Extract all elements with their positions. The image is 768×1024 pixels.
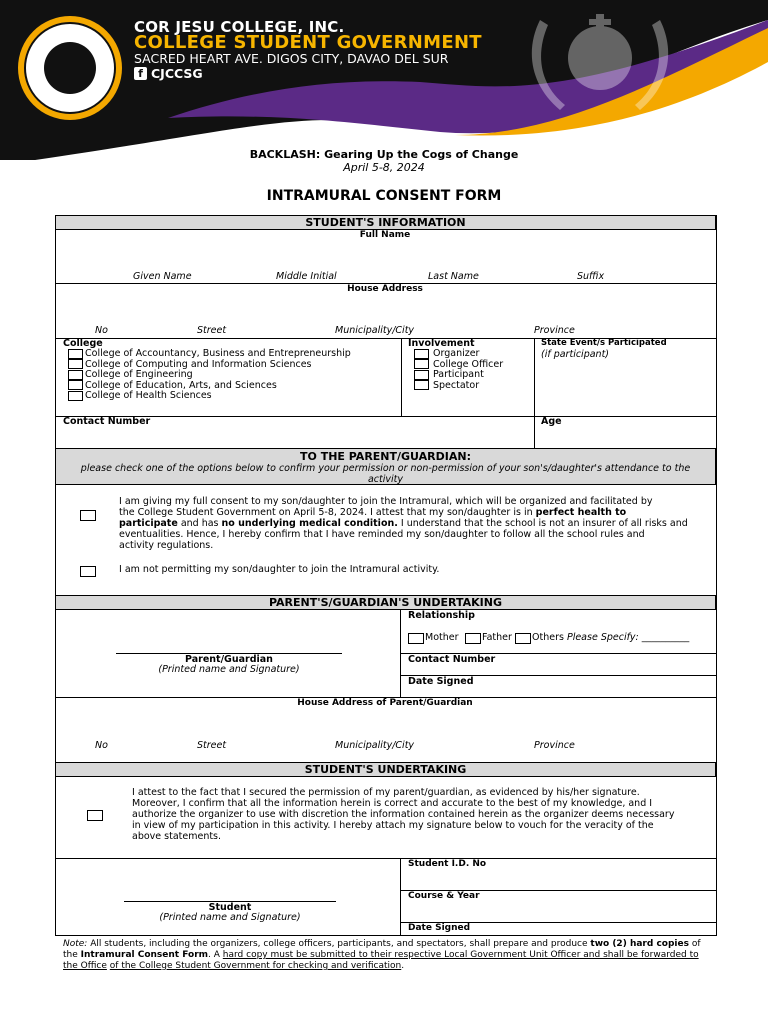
involvement-label: Involvement (408, 338, 475, 349)
suffix-label: Suffix (577, 271, 605, 282)
college-label: College (63, 338, 103, 349)
attest-line: I attest to the fact that I secured the permission of my parent/guardian, as evidenced by his/her signature. (132, 787, 640, 798)
relationship-checkbox-mother[interactable] (408, 633, 424, 644)
form-title: INTRAMURAL CONSENT FORM (266, 188, 502, 204)
institution-name: COR JESU COLLEGE, INC. (134, 18, 345, 36)
facebook-icon: f (134, 67, 147, 80)
address-province-label: Province (534, 325, 575, 336)
involvement-checkbox[interactable] (414, 349, 429, 359)
state-events-note: (if participant) (541, 349, 609, 360)
college-seal (18, 16, 122, 120)
attest-line: in view of my participation in this activity. I hereby attach my signature below to vouch for the veracity of the (132, 820, 654, 831)
student-signature-label: Student (208, 902, 252, 913)
student-attest-statement (132, 787, 712, 842)
divider (401, 338, 402, 416)
consent-text: I understand that the school is not an insurer of all risks and (400, 518, 688, 529)
college-option: College of Health Sciences (85, 390, 212, 401)
divider (400, 858, 401, 936)
note-text: All students, including the organizers, college officers, participants, and spectators, shall prepare and produce (90, 939, 588, 949)
contact-number-label: Contact Number (63, 416, 151, 427)
parent-address-no: No (95, 740, 108, 751)
parent-signature-label: Parent/Guardian (185, 654, 273, 665)
divider (55, 858, 716, 859)
parent-date-label: Date Signed (408, 676, 474, 687)
involvement-checkbox[interactable] (414, 359, 429, 369)
parent-undertaking-header: PARENT'S/GUARDIAN'S UNDERTAKING (55, 595, 716, 610)
consent-checkbox[interactable] (80, 510, 96, 521)
student-attest-checkbox[interactable] (87, 810, 103, 821)
college-option: College of Education, Arts, and Sciences (85, 380, 277, 391)
attest-line: authorize the organizer to use with discretion the information contained herein as the organizer deems necessary (132, 809, 675, 820)
student-date-label: Date Signed (408, 923, 471, 933)
relationship-others (532, 632, 689, 643)
event-date: April 5-8, 2024 (343, 161, 425, 174)
college-option: College of Computing and Information Sciences (85, 359, 312, 370)
header-banner (0, 0, 768, 160)
note-bold: Intramural Consent Form (80, 950, 209, 960)
consent-bold: perfect health to (535, 507, 627, 518)
parent-address-label: House Address of Parent/Guardian (297, 698, 473, 708)
college-option: College of Engineering (85, 369, 193, 380)
college-checkbox[interactable] (68, 380, 83, 390)
relationship-others-label: Others (532, 632, 564, 643)
involvement-option: Spectator (433, 380, 480, 391)
parent-guardian-header (55, 448, 716, 485)
student-undertaking-header: STUDENT'S UNDERTAKING (55, 762, 716, 777)
parent-signature-note: (Printed name and Signature) (158, 664, 300, 675)
note-text: . (401, 961, 405, 971)
consent-line: I am giving my full consent to my son/daughter to join the Intramural, which will be organized and facilitated by (119, 496, 653, 507)
attest-line: above statements. (132, 831, 222, 842)
course-year-label: Course & Year (408, 891, 480, 901)
involvement-option: Participant (433, 369, 484, 380)
state-events-label: State Event/s Participated (541, 338, 667, 348)
note-underline: of the College Student Government for checking and verification (109, 961, 402, 971)
last-name-label: Last Name (428, 271, 479, 282)
consent-text: the College Student Government on April 5-8, 2024. I attest that my son/daughter is in (119, 507, 533, 518)
consent-text: and has (180, 518, 219, 529)
involvement-option: Organizer (433, 348, 480, 359)
seal-emblem-icon (44, 42, 96, 94)
parent-section-title: TO THE PARENT/GUARDIAN: (300, 450, 471, 463)
non-consent-checkbox[interactable] (80, 566, 96, 577)
note-bold: two (2) hard copies (590, 939, 689, 949)
form-border-right (716, 215, 717, 936)
house-address-label: House Address (347, 284, 423, 294)
relationship-checkbox-others[interactable] (515, 633, 531, 644)
consent-line (119, 507, 699, 518)
organization-address: SACRED HEART AVE. DIGOS CITY, DAVAO DEL SUR (134, 51, 449, 66)
address-street-label: Street (197, 325, 227, 336)
middle-initial-label: Middle Initial (276, 271, 337, 282)
facebook-handle (134, 66, 203, 81)
relationship-father: Father (482, 632, 512, 643)
full-name-label: Full Name (359, 230, 411, 240)
parent-contact-label: Contact Number (408, 654, 496, 665)
event-title: BACKLASH: Gearing Up the Cogs of Change (249, 148, 519, 161)
college-checkbox[interactable] (68, 391, 83, 401)
college-option: College of Accountancy, Business and Entrepreneurship (85, 348, 351, 359)
address-no-label: No (95, 325, 108, 336)
consent-statement (119, 496, 699, 551)
others-specify-blank[interactable]: __________ (641, 632, 690, 643)
divider (400, 610, 401, 698)
student-info-header: STUDENT'S INFORMATION (55, 215, 716, 230)
consent-line: eventualities. Hence, I hereby confirm that I have reminded my son/daughter to follow all the school rules and (119, 529, 645, 540)
involvement-checkbox[interactable] (414, 380, 429, 390)
consent-bold: no underlying medical condition. (221, 518, 398, 529)
college-checkbox[interactable] (68, 349, 83, 359)
parent-address-street: Street (197, 740, 227, 751)
parent-address-city: Municipality/City (335, 740, 415, 751)
divider (55, 416, 716, 417)
parent-address-province: Province (534, 740, 575, 751)
note-text: . A (208, 950, 220, 960)
consent-line (119, 518, 699, 529)
address-city-label: Municipality/City (335, 325, 415, 336)
consent-bold: participate (119, 518, 178, 529)
college-checkbox[interactable] (68, 370, 83, 380)
relationship-mother: Mother (425, 632, 459, 643)
note-label: Note: (63, 939, 88, 949)
given-name-label: Given Name (133, 271, 192, 282)
attest-line: Moreover, I confirm that all the information herein is correct and accurate to the best of my knowledge, and I (132, 798, 653, 809)
facebook-label: CJCCSG (151, 66, 203, 81)
others-specify-label: Please Specify: (566, 632, 639, 643)
consent-line: activity regulations. (119, 540, 214, 551)
relationship-checkbox-father[interactable] (465, 633, 481, 644)
parent-instruction: please check one of the options below to confirm your permission or non-permission of your son's/daughter's attendance to the activity (80, 463, 691, 485)
note-underline: hard copy must be submitted to their respective Local Government Unit Officer and shall be forwarded to the Office (63, 950, 699, 971)
organization-name: COLLEGE STUDENT GOVERNMENT (134, 32, 482, 53)
student-id-label: Student I.D. No (408, 859, 487, 869)
college-checkbox[interactable] (68, 359, 83, 369)
involvement-option: College Officer (433, 359, 504, 370)
student-signature-note: (Printed name and Signature) (159, 912, 301, 923)
age-label: Age (541, 416, 562, 427)
involvement-checkbox[interactable] (414, 370, 429, 380)
divider (534, 338, 535, 449)
non-consent-statement: I am not permitting my son/daughter to join the Intramural activity. (119, 564, 440, 575)
relationship-label: Relationship (408, 610, 475, 621)
divider (55, 935, 716, 936)
footnote (63, 939, 713, 972)
note-text: of the (63, 939, 701, 960)
form-border-left (55, 215, 56, 936)
